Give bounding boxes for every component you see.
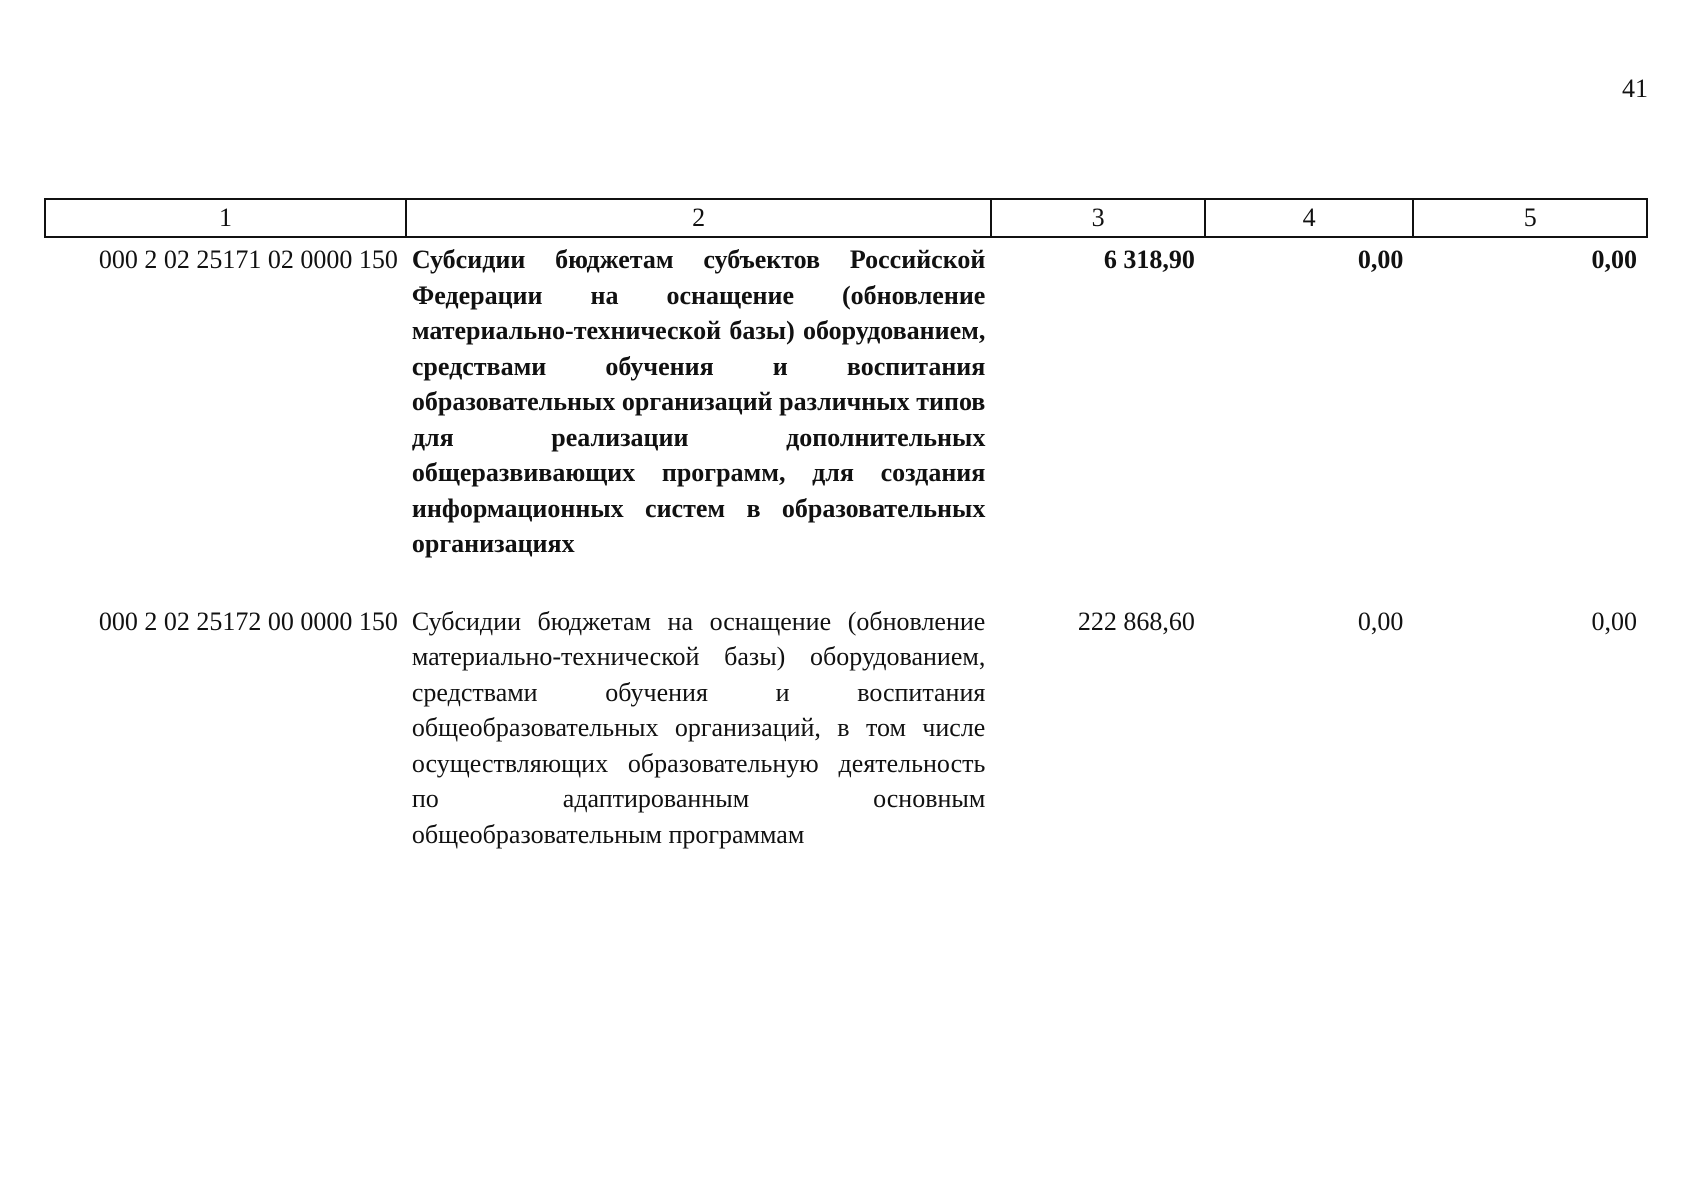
amount-col4-cell: 0,00 — [1357, 606, 1404, 636]
budget-table — [44, 198, 1648, 852]
budget-code-cell: 000 2 02 25172 00 0000 150 — [98, 606, 398, 636]
amount-col5-cell: 0,00 — [1591, 606, 1637, 636]
column-header-2: 2 — [406, 199, 991, 237]
column-header-4: 4 — [1205, 199, 1414, 237]
column-header-1: 1 — [45, 199, 406, 237]
amount-col5-cell: 0,00 — [1591, 245, 1637, 274]
budget-code-cell: 000 2 02 25171 02 0000 150 — [98, 245, 398, 274]
description-cell: Субсидии бюджетам субъектов Российской Федерации на оснащение (обновление материально-технической базы) оборудованием, средствами обучения и воспитания образовательных организаций различных типов для реализации дополнительных общеразвивающих программ, для создания информационных систем в образовательных организациях — [411, 245, 986, 558]
table-row — [45, 237, 1647, 600]
description-cell: Субсидии бюджетам на оснащение (обновление материально-технической базы) оборудованием, средствами обучения и воспитания общеобразовательных организаций, в том числе осуществляющих образовательную деятельность по адаптированным основным общеобразовательным программам — [411, 606, 986, 849]
amount-col3-cell: 222 868,60 — [1077, 606, 1195, 636]
table-header-row — [45, 199, 1647, 237]
amount-col3-cell: 6 318,90 — [1103, 245, 1195, 274]
table-row — [45, 600, 1647, 853]
page-number: 41 — [1622, 74, 1648, 103]
amount-col4-cell: 0,00 — [1357, 245, 1404, 274]
column-header-3: 3 — [991, 199, 1205, 237]
column-header-5: 5 — [1413, 199, 1647, 237]
